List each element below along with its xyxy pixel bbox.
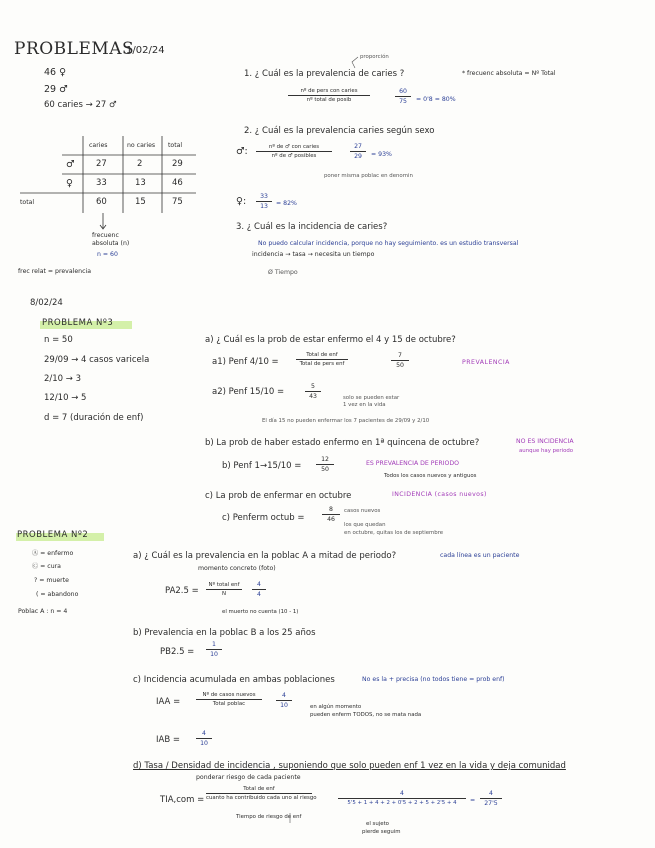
legend-cura: Ⓒ = cura [32, 563, 61, 570]
q2-male-fraction: nº de ♂ con caries nº de ♂ posibles [256, 144, 332, 160]
p3-c-label: c) Penferm octub = [222, 513, 305, 523]
p2-qb-question: b) Prevalencia en la poblac B a los 25 años [133, 628, 316, 638]
table-cell: 27 [96, 159, 107, 169]
q3-answer-2: incidencia → tasa → necesita un tiempo [252, 251, 375, 258]
p3-data-5: d = 7 (duración de enf) [44, 413, 144, 423]
q1-side-note: * frecuenc absoluta = Nº Total [462, 70, 556, 77]
p2-qa-foot: el muerto no cuenta (10 - 1) [222, 609, 299, 615]
p3-date: 8/02/24 [30, 298, 63, 308]
p2-qd-fraction: Total de enf cuanto ha contribuido cada uno al riesgo [206, 786, 317, 802]
legend-abandono: ( = abandono [36, 591, 79, 598]
q2-male-label: ♂: [236, 146, 248, 157]
p3-a2-note-2: 1 vez en la vida [343, 402, 386, 408]
data-line-1: 46 ♀ [44, 67, 67, 78]
p2-qa-values: $\frac{4}{4}$ [252, 581, 266, 599]
table-cell: 15 [135, 197, 146, 207]
q3-answer: No puedo calcular incidencia, porque no hay seguimiento. es un estudio transversal [258, 240, 519, 247]
q2-female-result: = 82% [276, 200, 297, 207]
p3-a1-label: a1) Penf 4/10 = [212, 357, 279, 367]
row-label: total [20, 199, 35, 206]
p3-data-4: 12/10 → 5 [44, 393, 87, 403]
table-cell: 13 [135, 178, 146, 188]
p2-qa-sub: momento concreto (foto) [198, 565, 276, 572]
row-label: ♂ [66, 159, 75, 170]
p3-a1-fraction: Total de enf Total de pers enf [296, 352, 348, 368]
p3-b-note: Todos los casos nuevos y antiguos [384, 473, 477, 479]
p2-qd-values: $\frac{4}{5'5 + 1 + 4 + 2 + 0'5 + 2 + 5 + 2'5 + 4}$ [338, 790, 466, 807]
p3-a2-label: a2) Penf 15/10 = [212, 387, 285, 397]
p2-qb-label: PB2.5 = [160, 647, 195, 657]
p2-qd-label: TIA,com = [160, 795, 205, 805]
p3-c-num-note: casos nuevos [344, 508, 381, 514]
q1-question: 1. ¿ Cuál es la prevalencia de caries ? [244, 69, 405, 79]
table-cell: 60 [96, 197, 107, 207]
p2-qa-fraction: Nº total enf N [206, 582, 242, 598]
q1-fraction: nº de pers con caries nº total de posib [288, 88, 370, 104]
p3-a2-note-3: El día 15 no pueden enfermar los 7 pacientes de 29/09 y 2/10 [262, 418, 430, 424]
table-cell: 75 [172, 197, 183, 207]
q3-note: Ø Tiempo [268, 269, 298, 276]
p2-qc-question: c) Incidencia acumulada en ambas poblaciones [133, 675, 335, 685]
p3-data-1: n = 50 [44, 335, 73, 345]
q3-question: 3. ¿ Cuál es la incidencia de caries? [236, 222, 388, 232]
p3-a2-values: $\frac{5}{43}$ [305, 383, 321, 401]
p2-qc-note-a2: pueden enferm TODOS, no se mata nada [310, 712, 422, 718]
q2-male-note: poner misma poblac en denomin [324, 173, 413, 179]
q1-fraction-values: $\frac{60}{75}$ [395, 88, 411, 106]
table-note-1: frecuenc [92, 232, 119, 239]
p3-qc-question: c) La prob de enfermar en octubre [205, 491, 352, 501]
page-title: PROBLEMAS [14, 39, 135, 59]
p3-a1-tag: PREVALENCIA [462, 359, 510, 366]
p3-b-values: $\frac{12}{50}$ [316, 456, 334, 474]
table-note-2: absoluta (n) [92, 240, 130, 247]
p3-qc-tag: INCIDENCIA (casos nuevos) [392, 491, 487, 498]
frec-relat-note: frec relat = prevalencia [18, 268, 91, 275]
legend-enfermo: Ⓐ = enfermo [32, 550, 74, 557]
p3-qb-question: b) La prob de haber estado enfermo en 1ª quincena de octubre? [205, 438, 480, 448]
q1-result: = 0'8 = 80% [416, 96, 456, 103]
p2-qc-values-b: $\frac{4}{10}$ [196, 730, 212, 748]
p2-qd-foot-2: pierde seguim [362, 829, 401, 835]
p3-c-den-note-2: en octubre, quitas los de septiembre [344, 530, 444, 536]
p3-data-2: 29/09 → 4 casos varicela [44, 355, 150, 365]
p2-qc-note-a1: en algún momento [310, 704, 362, 710]
table-header: total [168, 142, 183, 149]
p3-b-label: b) Penf 1→15/10 = [222, 461, 302, 471]
q2-female-values: $\frac{33}{13}$ [256, 193, 272, 211]
page-date: 1/02/24 [126, 45, 165, 56]
data-line-3: 60 caries → 27 ♂ [44, 100, 117, 110]
p2-qc-label-a: IAA = [156, 697, 181, 707]
table-header: no caries [127, 142, 156, 149]
legend-muerte: ? = muerte [34, 577, 69, 584]
p2-qc-values: $\frac{4}{10}$ [276, 692, 292, 710]
table-cell: 29 [172, 159, 183, 169]
table-cell: 2 [137, 159, 143, 169]
q2-question: 2. ¿ Cuál es la prevalencia caries según sexo [244, 126, 435, 136]
q2-female-label: ♀: [236, 196, 247, 207]
p2-qc-fraction: Nº de casos nuevos Total poblac [196, 692, 262, 708]
p3-c-den-note-1: los que quedan [344, 522, 386, 528]
q2-male-values: $\frac{27}{29}$ [350, 143, 366, 161]
proporcion-note: proporción [360, 54, 389, 60]
p3-a2-note-1: solo se pueden estar [343, 395, 400, 401]
table-note-3: n = 60 [97, 251, 118, 258]
table-cell: 46 [172, 178, 183, 188]
p2-qa-question: a) ¿ Cuál es la prevalencia en la poblac A a mitad de periodo? [133, 551, 397, 561]
p3-qa-question: a) ¿ Cuál es la prob de estar enfermo el 4 y 15 de octubre? [205, 335, 456, 345]
q2-male-result: = 93% [371, 151, 392, 158]
p3-a1-values: $\frac{7}{50}$ [391, 352, 409, 370]
p2-pobla: Poblac A : n = 4 [18, 608, 68, 615]
p2-qa-note: cada línea es un paciente [440, 552, 520, 559]
p2-qb-values: $\frac{1}{10}$ [206, 641, 222, 659]
p2-qd-den-2: Tiempo de riesgo de enf [236, 814, 302, 820]
p2-qa-label: PA2.5 = [165, 586, 199, 596]
data-line-2: 29 ♂ [44, 84, 68, 95]
table-cell: 33 [96, 178, 107, 188]
p3-data-3: 2/10 → 3 [44, 374, 82, 384]
p3-title: PROBLEMA Nº3 [42, 318, 114, 328]
p2-qd-result: $\frac{4}{27'5}$ [480, 790, 502, 808]
p2-title: PROBLEMA Nº2 [17, 530, 89, 540]
p3-qb-tag-2: aunque hay periodo [519, 448, 574, 454]
p2-qd-note: ponderar riesgo de cada paciente [196, 774, 301, 781]
p2-qd-equals: = [470, 797, 476, 804]
p3-qb-tag-1: NO ES INCIDENCIA [516, 438, 574, 445]
p2-qc-note: No es la + precisa (no todos tiene = prob enf) [362, 676, 505, 683]
p3-b-tag: ES PREVALENCIA DE PERIODO [366, 460, 460, 467]
p3-c-values: $\frac{8}{46}$ [322, 506, 340, 524]
table-header: caries [89, 142, 108, 149]
p2-qc-label-b: IAB = [156, 735, 180, 745]
p2-qd-question: d) Tasa / Densidad de incidencia , suponiendo que solo pueden enf 1 vez en la vida y deja comunidad [133, 761, 566, 771]
p2-qd-foot-1: el sujeto [366, 821, 389, 827]
row-label: ♀ [66, 178, 73, 189]
